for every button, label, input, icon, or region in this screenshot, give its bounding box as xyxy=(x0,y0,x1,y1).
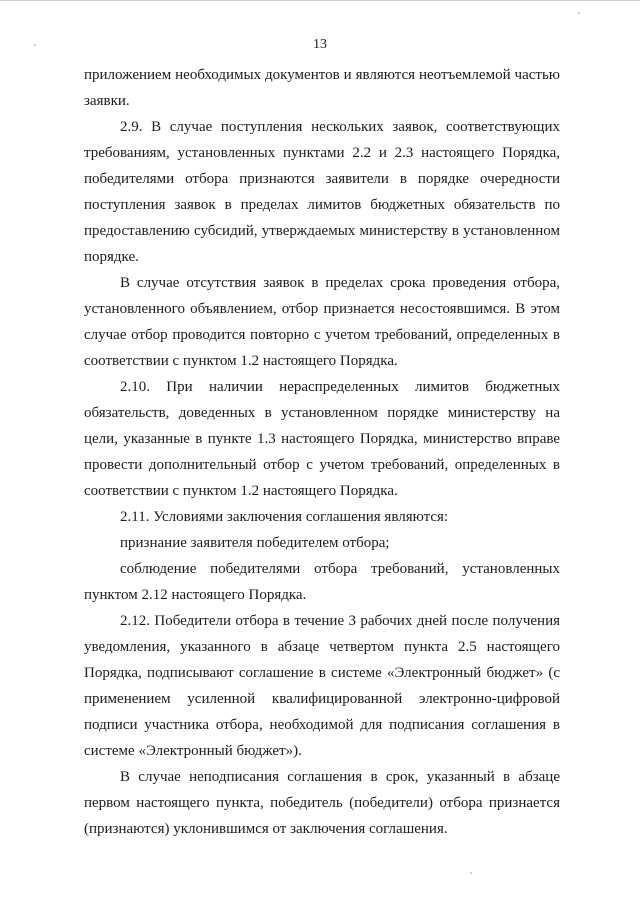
page-number: 13 xyxy=(313,37,327,52)
document-body xyxy=(84,62,560,842)
paragraph-2-9: 2.9. В случае поступления нескольких заявок, соответствующих требованиям, установленных пунктами 2.2 и 2.3 настоящего Порядка, победителями отбора признаются заявители в порядке очередности поступления заявок в пределах лимитов бюджетных обязательств по предоставлению субсидий, утверждаемых министерству в установленном порядке. xyxy=(84,119,560,265)
scan-speck xyxy=(470,872,472,874)
paragraph-2-10: 2.10. При наличии нераспределенных лимитов бюджетных обязательств, доведенных в установленном порядке министерству на цели, указанные в пункте 1.3 настоящего Порядка, министерство вправе провести дополнительный отбор с учетом требований, определенных в соответствии с пунктом 1.2 настоящего Порядка. xyxy=(84,379,560,499)
paragraph-non-signing: В случае неподписания соглашения в срок, указанный в абзаце первом настоящего пункта, победитель (победители) отбора признается (признаются) уклонившимся от заключения соглашения. xyxy=(84,769,560,837)
paragraph-condition-1: признание заявителя победителем отбора; xyxy=(120,535,390,551)
paragraph-continuation: приложением необходимых документов и являются неотъемлемой частью заявки. xyxy=(84,67,560,109)
paragraph-2-12: 2.12. Победители отбора в течение 3 рабочих дней после получения уведомления, указанного в абзаце четвертом пункта 2.5 настоящего Порядка, подписывают соглашение в системе «Электронный бюджет» (с применением усиленной квалифицированной электронно-цифровой подписи участника отбора, необходимой для подписания соглашения в системе «Электронный бюджет»). xyxy=(84,613,560,759)
scan-top-edge xyxy=(0,0,640,1)
paragraph-2-11: 2.11. Условиями заключения соглашения являются: xyxy=(120,509,449,525)
paragraph-condition-2: соблюдение победителями отбора требований, установленных пунктом 2.12 настоящего Порядка. xyxy=(84,561,560,603)
paragraph-no-applications: В случае отсутствия заявок в пределах срока проведения отбора, установленного объявлением, отбор признается несостоявшимся. В этом случае отбор проводится повторно с учетом требований, определенных в соответствии с пунктом 1.2 настоящего Порядка. xyxy=(84,275,560,369)
scan-speck xyxy=(578,12,580,14)
